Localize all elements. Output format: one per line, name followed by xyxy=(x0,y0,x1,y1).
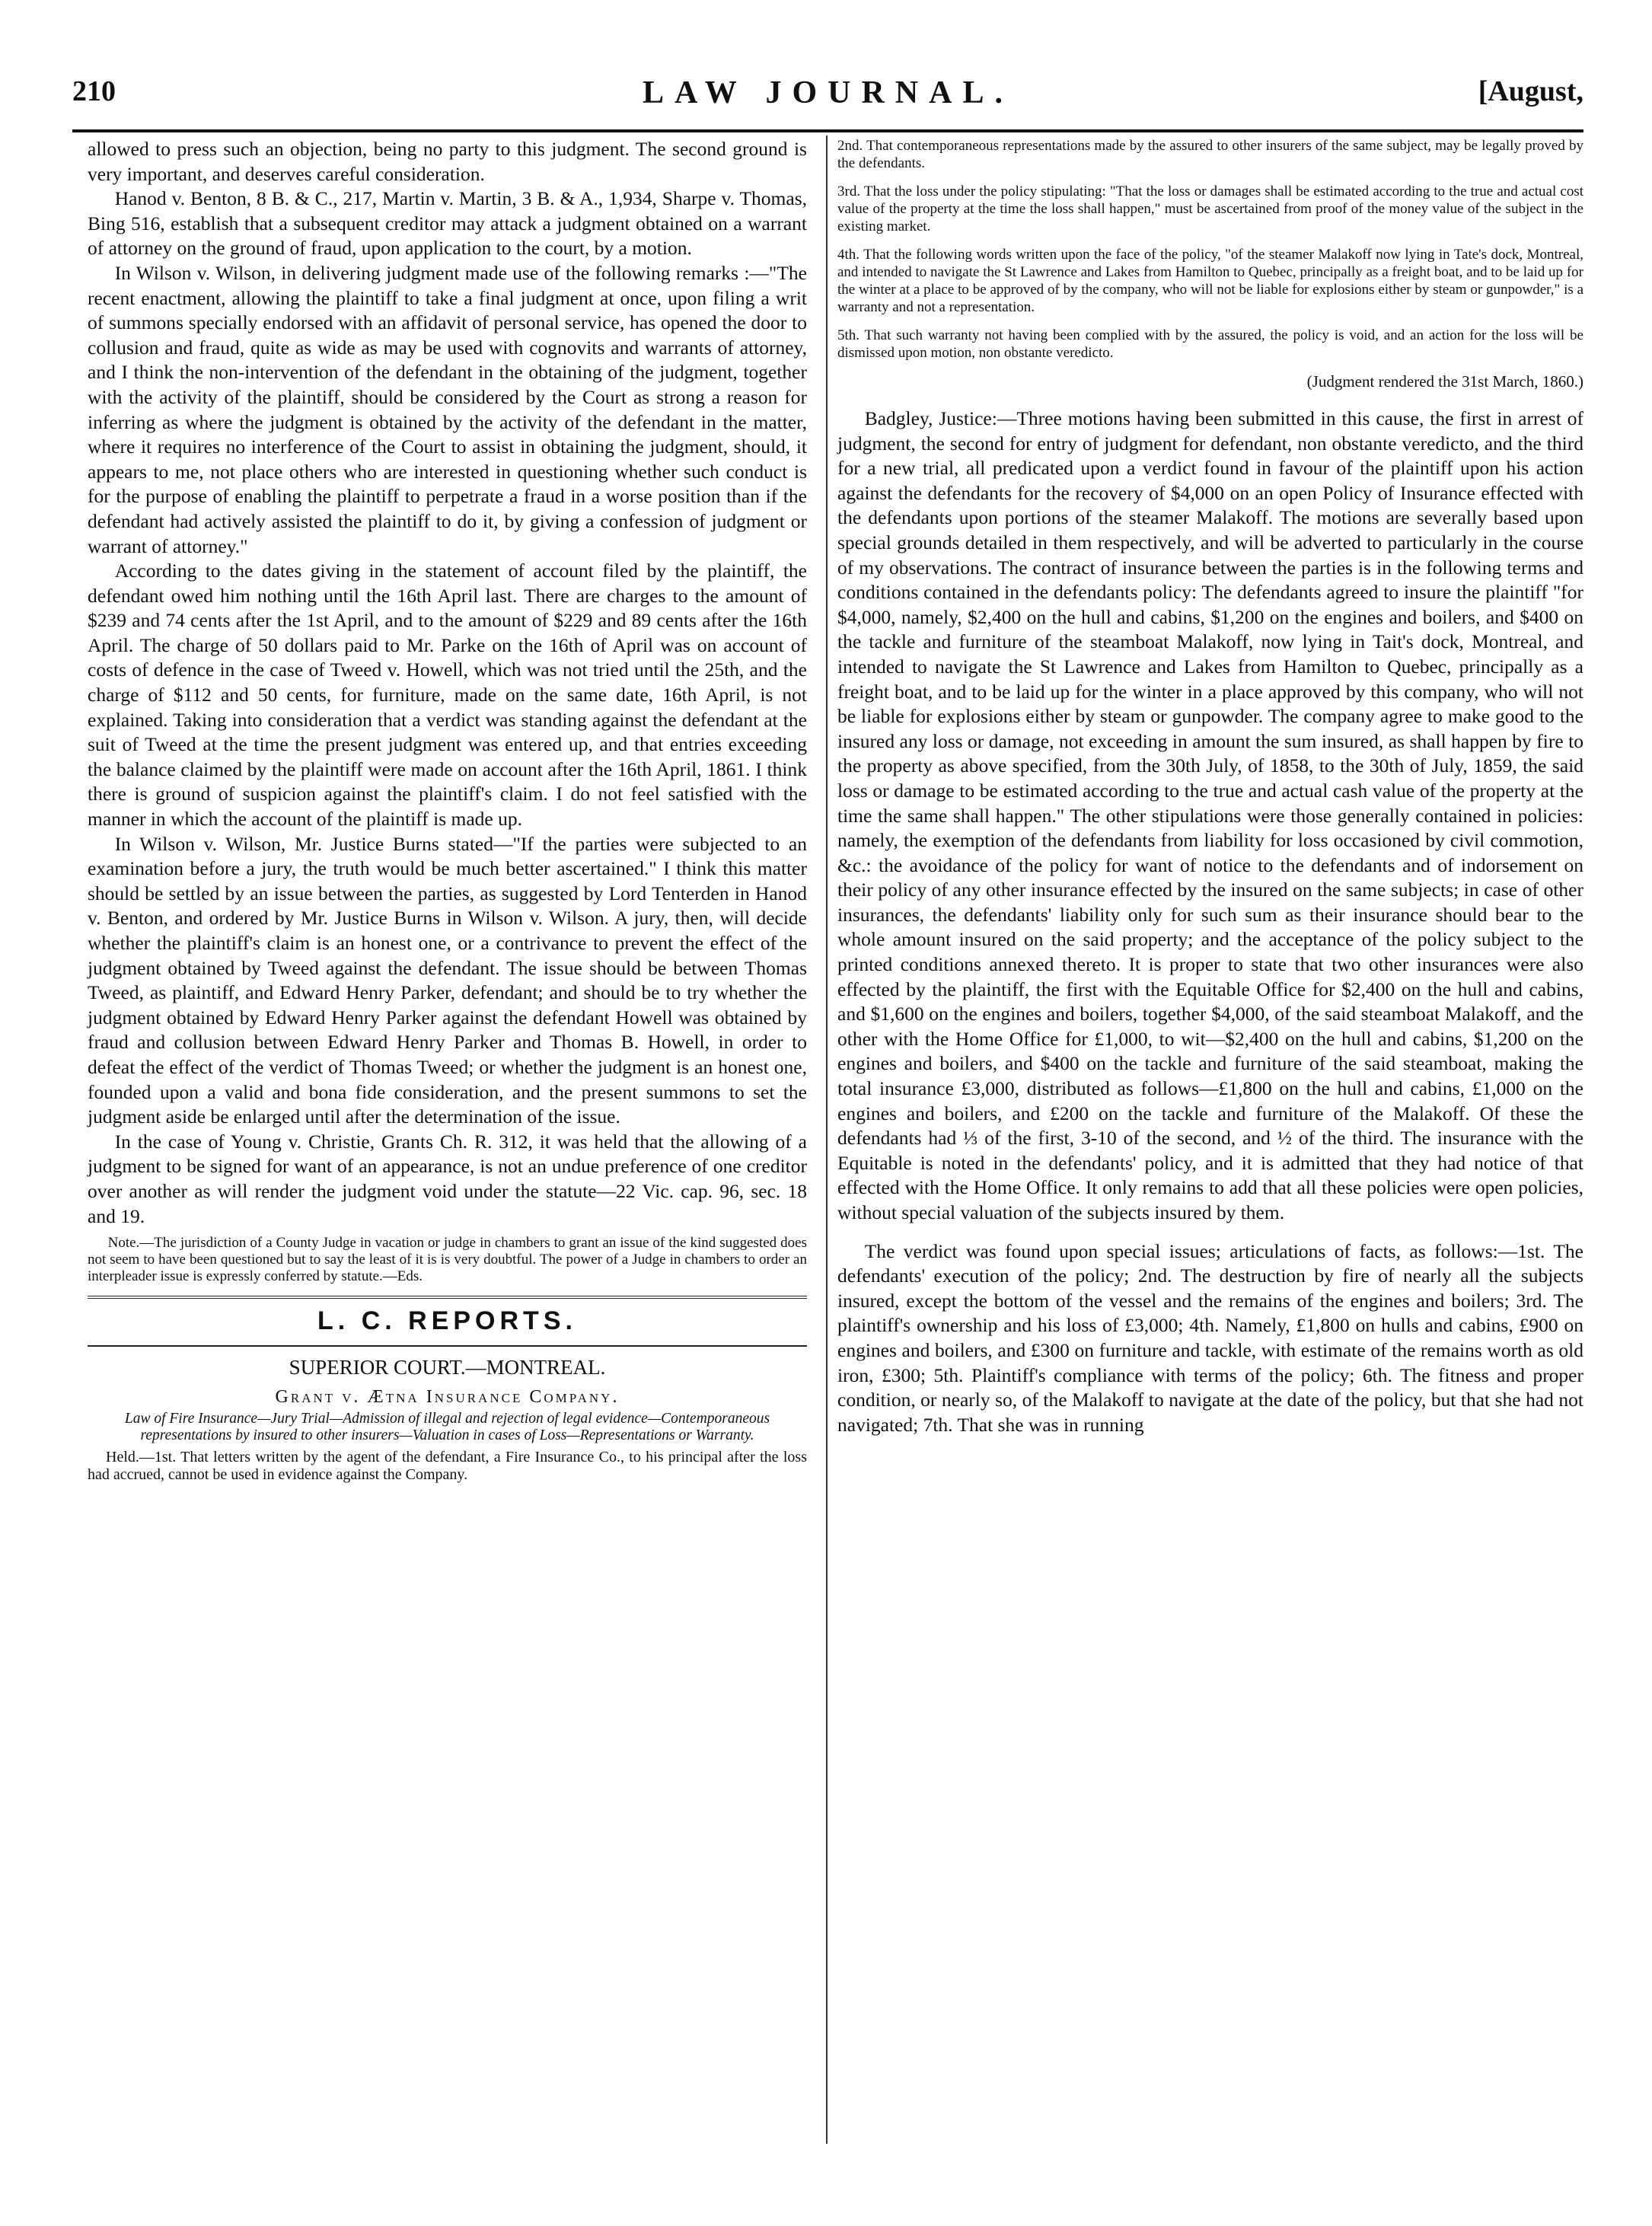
syllabus: Law of Fire Insurance—Jury Trial—Admission of illegal and rejection of legal evidence—Contemporaneous representations by insured to other insurers—Valuation in cases of Loss—Representations or Warranty. xyxy=(124,1411,770,1444)
page-header xyxy=(72,75,1583,128)
header-rule xyxy=(72,129,1583,132)
paragraph: In Wilson v. Wilson, Mr. Justice Burns stated—"If the parties were subjected to an examination before a jury, the truth would be much better ascertained." I think this matter should be settled by an issue between the parties, as suggested by Lord Tenterden in Hanod v. Benton, and ordered by Mr. Justice Burns in Wilson v. Wilson. A jury, then, will decide whether the plaintiff's claim is an honest one, or a contrivance to prevent the effect of the judgment obtained by Tweed against the defendant. The issue should be between Thomas Tweed, as plaintiff, and Edward Henry Parker, defendant; and should be to try whether the judgment obtained by Edward Henry Parker against the defendant Howell was obtained by fraud and collusion between Edward Henry Parker and Thomas B. Howell, in order to defeat the effect of the verdict of Thomas Tweed; or whether the judgment is an honest one, founded upon a valid and bona fide consideration, and the present summons to set the judgment aside be enlarged until after the determination of the issue. xyxy=(88,832,807,1128)
issue-month: [August, xyxy=(1478,75,1583,107)
column-divider xyxy=(826,136,828,2144)
paragraph: In Wilson v. Wilson, in delivering judgment made use of the following remarks :—"The recent enactment, allowing the plaintiff to take a final judgment at once, upon filing a writ of summons specially endorsed with an affidavit of personal service, has opened the door to collusion and fraud, quite as wide as may be used with cognovits and warrants of attorney, and I think the non-intervention of the defendant in the obtaining of the judgment, together with the activity of the plaintiff, should be considered by the Court as strong a reason for inferring as where the judgment is obtained by the activity of the defendant in the matter, where it requires no interference of the Court to assist in obtaining the judgment, should, it appears to me, not place others who are interested in questioning whether such conduct is for the purpose of enabling the plaintiff to perpetrate a fraud in a worse position than if the defendant had actively assisted the plaintiff to do it, by giving a confession of judgment or warrant of attorney." xyxy=(88,261,807,557)
court-heading: SUPERIOR COURT.—MONTREAL. xyxy=(289,1356,606,1379)
journal-title: LAW JOURNAL. xyxy=(643,75,1013,110)
held-point: 2nd. That contemporaneous representations made by the assured to other insurers of the same subject, may be legally proved by the defendants. xyxy=(837,138,1583,171)
paragraph: Hanod v. Benton, 8 B. & C., 217, Martin v. Martin, 3 B. & A., 1,934, Sharpe v. Thomas, Bing 516, establish that a subsequent creditor may attack a judgment obtained on a warrant of attorney on the ground of fraud, upon application to the court, by a motion. xyxy=(88,187,807,260)
editor-note: Note.—The jurisdiction of a County Judge in vacation or judge in chambers to grant an issue of the kind suggested does not seem to have been questioned but to say the least of it is is very doubtful. The power of a Judge in chambers to order an interpleader issue is expressly conferred by statute.—Eds. xyxy=(88,1235,807,1285)
paragraph: Badgley, Justice:—Three motions having been submitted in this cause, the first in arrest of judgment, the second for entry of judgment for defendant, non obstante veredicto, and the third for a new trial, all predicated upon a verdict found in favour of the plaintiff upon his action against the defendants for the recovery of $4,000 on an open Policy of Insurance effected with the defendants upon portions of the steamer Malakoff. The motions are severally based upon special grounds detailed in them respectively, and will be adverted to particularly in the course of my observations. The contract of insurance between the parties is in the following terms and conditions contained in the defendants policy: The defendants agreed to insure the plaintiff "for $4,000, namely, $2,400 on the hull and cabins, $1,200 on the engines and boilers, and $400 on the tackle and furniture of the steamboat Malakoff, now lying in Tait's dock, Montreal, and intended to navigate the St Lawrence and Lakes from Hamilton to Quebec, principally as a freight boat, and to be laid up for the winter in a place approved by this company, who will not be liable for explosions either by steam or gunpowder. The company agree to make good to the insured any loss or damage, not exceeding in amount the sum insured, as shall happen by fire to the property as above specified, from the 30th July, of 1858, to the 30th of July, 1859, the said loss or damage to be estimated according to the true and actual cash value of the property at the time the same shall happen." The other stipulations were those generally contained in policies: namely, the exemption of the defendants from liability for loss occasioned by civil commotion, &c.: the avoidance of the policy for want of notice to the defendants and of indorsement on their policy of any other insurance effected by the insured on the same subjects; in case of other insurances, the defendants' liability only for such sum as their insurance should bear to the whole amount insured on the said property; and the acceptance of the policy subject to the printed conditions annexed thereto. It is proper to state that two other insurances were also effected by the plaintiff, the first with the Equitable Office for $2,400 on the hull and cabins, and $1,600 on the engines and boilers, together $4,000, of the said steamboat Malakoff, and the other with the Home Office for £1,000, to wit—$2,400 on the hull and cabins, $1,200 on the engines and boilers, and $400 on the tackle and furniture of the said steamboat, making the total insurance £3,000, distributed as follows—£1,800 on the hull and cabins, £1,000 on the engines and boilers, and £200 on the tackle and furniture of the Malakoff. Of these the defendants had ⅓ of the first, 3-10 of the second, and ½ of the third. The insurance with the Equitable is noted in the defendants' policy, and it is admitted that they had notice of that effected with the Home Office. It only remains to add that all these policies were open policies, without special valuation of the subjects insured by them. xyxy=(837,407,1583,1223)
held-point: 5th. That such warranty not having been complied with by the assured, the policy is void, and an action for the loss will be dismissed upon motion, non obstante veredicto. xyxy=(837,327,1583,361)
reports-heading: L. C. REPORTS. xyxy=(317,1306,577,1336)
held-point: 4th. That the following words written upon the face of the policy, "of the steamer Malakoff now lying in Tate's dock, Montreal, and intended to navigate the St Lawrence and Lakes from Hamilton to Quebec, principally as a freight boat, and to be laid up for the winter at a place to be approved of by the company, who will not be liable for explosions either by steam or gunpowder," is a warranty and not a representation. xyxy=(837,247,1583,315)
held-point: Held.—1st. That letters written by the agent of the defendant, a Fire Insurance Co., to his principal after the loss had accrued, cannot be used in evidence against the Company. xyxy=(88,1449,807,1484)
case-title: Grant v. Ætna Insurance Company. xyxy=(275,1387,620,1408)
held-point: 3rd. That the loss under the policy stipulating: "That the loss or damages shall be estimated according to the true and actual cost value of the property at the time the loss shall happen," must be ascertained from proof of the money value of the subject in the existing market. xyxy=(837,183,1583,234)
page-number: 210 xyxy=(72,75,116,107)
section-rule xyxy=(88,1345,807,1347)
right-column xyxy=(837,137,1583,1437)
judgment-date: (Judgment rendered the 31st March, 1860.) xyxy=(1306,372,1583,391)
paragraph: allowed to press such an objection, being no party to this judgment. The second ground is very important, and deserves careful consideration. xyxy=(88,138,807,185)
left-column xyxy=(88,137,807,1484)
paragraph: The verdict was found upon special issues; articulations of facts, as follows:—1st. The defendants' execution of the policy; 2nd. The destruction by fire of nearly all the subjects insured, except the bottom of the vessel and the remains of the engines and boilers; 3rd. The plaintiff's ownership and his loss of £3,000; 4th. Namely, £1,800 on hulls and cabins, £900 on engines and boilers, and £300 on furniture and tackle, with estimate of the remains worth as old iron, £300; 5th. Plaintiff's compliance with terms of the policy; 6th. The fitness and proper condition, or nearly so, of the Malakoff to navigate at the date of the policy, but that she had not navigated; 7th. That she was in running xyxy=(837,1239,1583,1436)
section-rule xyxy=(88,1296,807,1299)
paragraph: According to the dates giving in the statement of account filed by the plaintiff, the defendant owed him nothing until the 16th April last. There are charges to the amount of $239 and 74 cents after the 1st April, and to the amount of $229 and 89 cents after the 16th April. The charge of 50 dollars paid to Mr. Parke on the 16th of April was on account of costs of defence in the case of Tweed v. Howell, which was not tried until the 25th, and the charge of $112 and 50 cents, for furniture, made on the same date, 16th April, is not explained. Taking into consideration that a verdict was standing against the defendant at the suit of Tweed at the time the present judgment was entered up, and that entries exceeding the balance claimed by the plaintiff were made on account after the 16th April, 1861. I think there is ground of suspicion against the plaintiff's claim. I do not feel satisfied with the manner in which the account of the plaintiff is made up. xyxy=(88,560,807,831)
paragraph: In the case of Young v. Christie, Grants Ch. R. 312, it was held that the allowing of a judgment to be signed for want of an appearance, is not an undue preference of one creditor over another as will render the judgment void under the statute—22 Vic. cap. 96, sec. 18 and 19. xyxy=(88,1130,807,1227)
